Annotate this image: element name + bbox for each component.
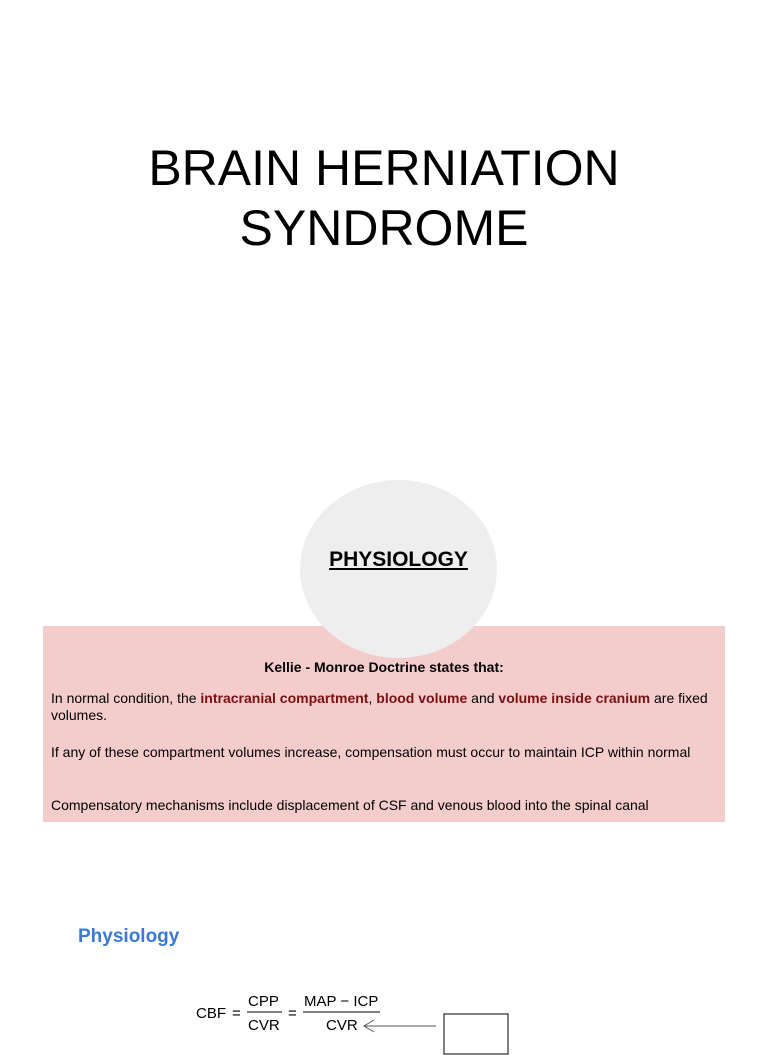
term-intracranial-compartment: intracranial compartment [200,690,369,706]
doctrine-paragraph-2: If any of these compartment volumes increase, compensation must occur to maintain ICP within normal [51,744,691,760]
p1-separator: , [368,690,377,706]
p1-suffix: are fixed volumes. [51,690,708,723]
title-line-1: BRAIN HERNIATION [148,139,620,196]
doctrine-paragraph-3: Compensatory mechanisms include displacement of CSF and venous blood into the spinal canal [51,797,649,813]
cbf-formula [196,990,516,1034]
title-line-2: SYNDROME [239,199,529,256]
doctrine-paragraph-1 [51,690,711,724]
formula-numerator-1: CPP [248,993,279,1010]
formula-equals-2: = [288,1005,297,1022]
formula-box [444,1014,508,1054]
formula-equals-1: = [232,1005,241,1022]
term-volume-inside-cranium: volume inside cranium [498,690,651,706]
formula-numerator-2: MAP − ICP [304,993,379,1010]
document-title [0,138,768,258]
formula-lhs: CBF [196,1005,226,1022]
formula-denominator-1: CVR [248,1017,280,1034]
term-blood-volume: blood volume [376,690,468,706]
formula-denominator-2: CVR [326,1017,358,1034]
p1-and: and [467,690,499,706]
physiology-section-heading: Physiology [78,926,180,947]
p1-prefix: In normal condition, the [51,690,201,706]
cbf-formula-graphic [196,990,516,1050]
physiology-bubble-label: PHYSIOLOGY [329,548,468,571]
doctrine-heading: Kellie - Monroe Doctrine states that: [264,659,504,675]
arrow-left-icon [364,1020,436,1032]
